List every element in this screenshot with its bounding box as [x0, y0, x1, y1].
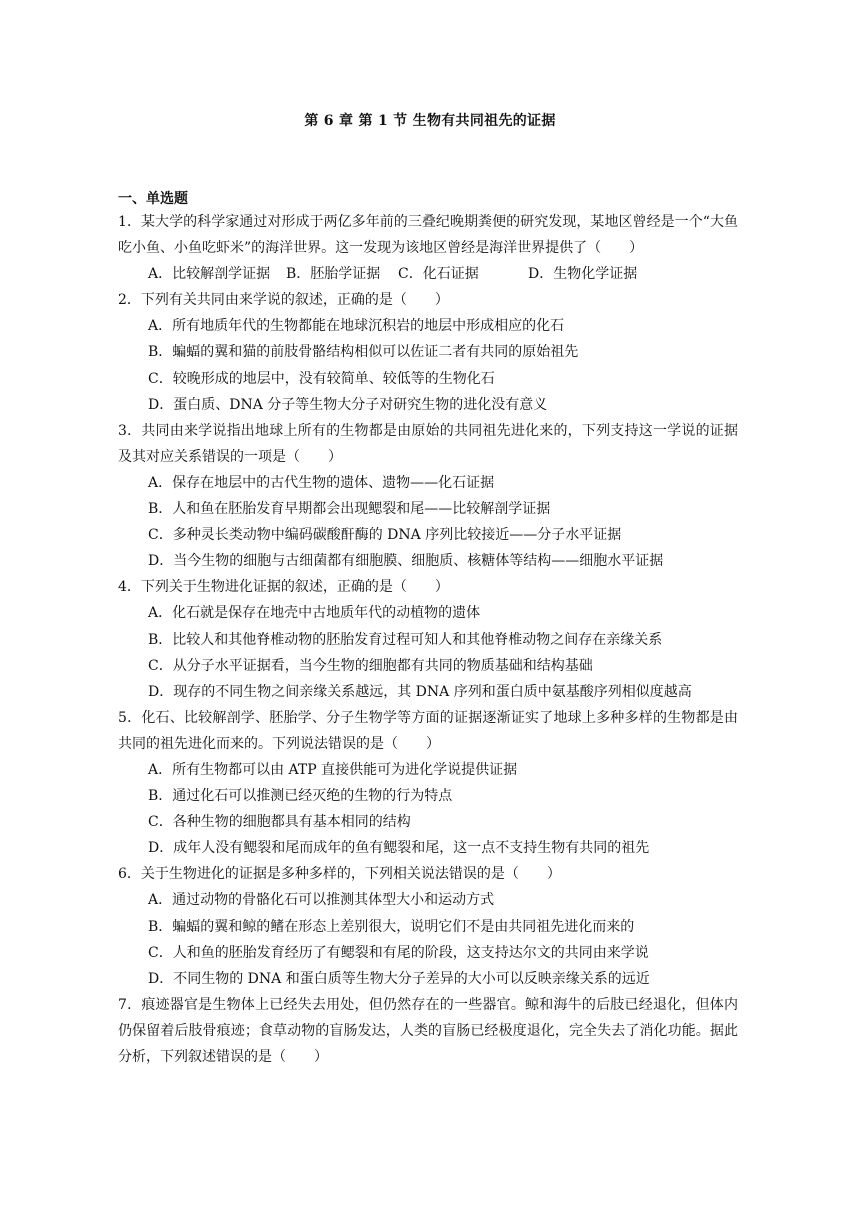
- option-a: A．化石就是保存在地壳中古地质年代的动植物的遗体: [148, 605, 481, 622]
- option-a: A．通过动物的骨骼化石可以推测其体型大小和运动方式: [148, 892, 495, 909]
- option-b: B．蝙蝠的翼和猫的前肢骨骼结构相似可以佐证二者有共同的原始祖先: [148, 344, 579, 361]
- option-c: C．化石证据: [398, 266, 479, 283]
- option-d: D．成年人没有鳃裂和尾而成年的鱼有鳃裂和尾，这一点不支持生物有共同的祖先: [148, 840, 650, 857]
- option-b: B．胚胎学证据: [286, 266, 381, 283]
- question-3: [118, 418, 738, 575]
- option-row: [118, 261, 738, 287]
- question-stem: 2．下列有关共同由来学说的叙述，正确的是（ ）: [118, 292, 449, 309]
- option-b: B．蝙蝠的翼和鲸的鳍在形态上差别很大，说明它们不是由共同祖先进化而来的: [148, 918, 635, 935]
- option-a: A．保存在地层中的古代生物的遗体、遗物——化石证据: [148, 474, 495, 491]
- question-stem: 4．下列关于生物进化证据的叙述，正确的是（ ）: [118, 579, 449, 596]
- option-c: C．各种生物的细胞都具有基本相同的结构: [148, 814, 411, 831]
- question-5: [118, 705, 738, 862]
- question-stem: 5．化石、比较解剖学、胚胎学、分子生物学等方面的证据逐渐证实了地球上多种多样的生物都是由共同的祖先进化而来的。下列说法错误的是（ ）: [118, 709, 738, 752]
- option-a: A．比较解剖学证据: [148, 266, 271, 283]
- option-c: C．人和鱼的胚胎发育经历了有鳃裂和有尾的阶段，这支持达尔文的共同由来学说: [148, 944, 649, 961]
- option-c: C．多种灵长类动物中编码碳酸酐酶的 DNA 序列比较接近——分子水平证据: [148, 527, 622, 544]
- question-6: [118, 861, 738, 991]
- option-b: B．通过化石可以推测已经灭绝的生物的行为特点: [148, 788, 453, 805]
- option-b: B．人和鱼在胚胎发育早期都会出现鳃裂和尾——比较解剖学证据: [148, 501, 551, 518]
- option-b: B．比较人和其他脊椎动物的胚胎发育过程可知人和其他脊椎动物之间存在亲缘关系: [148, 631, 663, 648]
- option-d: D．不同生物的 DNA 和蛋白质等生物大分子差异的大小可以反映亲缘关系的远近: [148, 970, 650, 987]
- question-stem: 7．痕迹器官是生物体上已经失去用处，但仍然存在的一些器官。鲸和海牛的后肢已经退化，但体内仍保留着后肢骨痕迹；食草动物的盲肠发达，人类的盲肠已经极度退化，完全失去了消化功能。据此分析，下列叙述错误的是（ ）: [118, 996, 738, 1065]
- option-d: D．现存的不同生物之间亲缘关系越远，其 DNA 序列和蛋白质中氨基酸序列相似度越高: [148, 683, 692, 700]
- option-c: C．较晚形成的地层中，没有较简单、较低等的生物化石: [148, 370, 495, 387]
- question-stem: 6．关于生物进化的证据是多种多样的，下列相关说法错误的是（ ）: [118, 866, 561, 883]
- option-d: D．蛋白质、DNA 分子等生物大分子对研究生物的进化没有意义: [148, 396, 548, 413]
- question-stem: 1．某大学的科学家通过对形成于两亿多年前的三叠纪晚期粪便的研究发现，某地区曾经是一个“大鱼吃小鱼、小鱼吃虾米”的海洋世界。这一发现为该地区曾经是海洋世界提供了（ ）: [118, 214, 738, 257]
- question-list: [118, 209, 738, 1070]
- section-heading: 一、单选题: [118, 191, 188, 207]
- option-a: A．所有地质年代的生物都能在地球沉积岩的地层中形成相应的化石: [148, 318, 565, 335]
- question-stem: 3．共同由来学说指出地球上所有的生物都是由原始的共同祖先进化来的，下列支持这一学说的证据及其对应关系错误的一项是（ ）: [118, 422, 738, 465]
- option-d: D．生物化学证据: [528, 266, 638, 283]
- page-title: 第 6 章 第 1 节 生物有共同祖先的证据: [304, 113, 556, 129]
- option-c: C．从分子水平证据看，当今生物的细胞都有共同的物质基础和结构基础: [148, 657, 593, 674]
- question-7: [118, 992, 738, 1070]
- question-4: [118, 574, 738, 704]
- question-1: [118, 209, 738, 287]
- option-d: D．当今生物的细胞与古细菌都有细胞膜、细胞质、核糖体等结构——细胞水平证据: [148, 553, 664, 570]
- option-a: A．所有生物都可以由 ATP 直接供能可为进化学说提供证据: [148, 761, 518, 778]
- question-2: [118, 287, 738, 417]
